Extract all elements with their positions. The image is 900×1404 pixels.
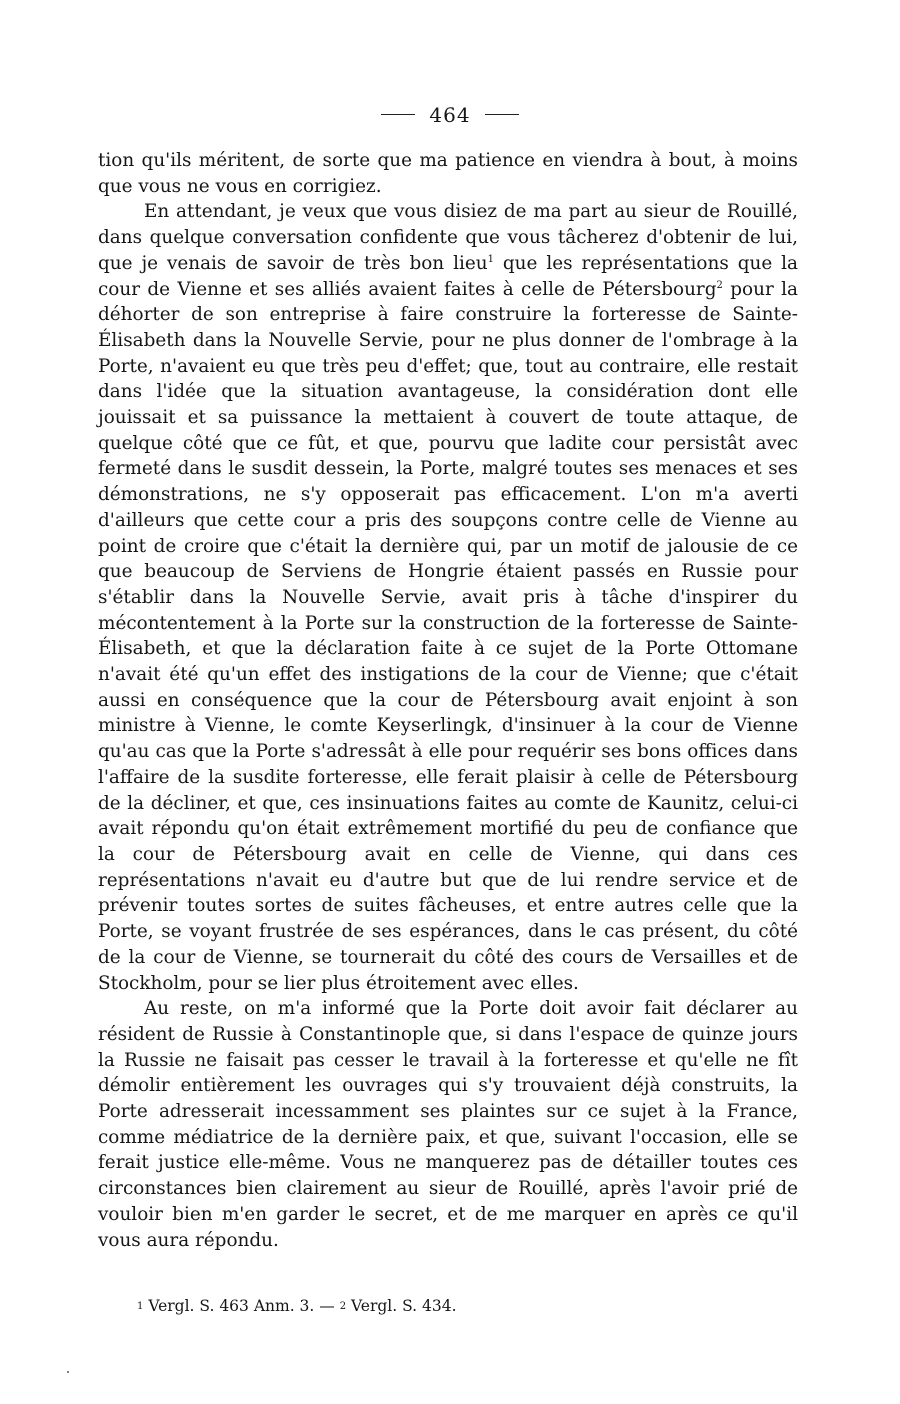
left-dash-ornament xyxy=(381,114,415,115)
paragraph-continuation xyxy=(98,148,798,199)
footnotes xyxy=(137,1295,797,1318)
right-dash-ornament xyxy=(485,114,519,115)
paragraph xyxy=(98,199,798,996)
paragraph-text: Au reste, on m'a informé que la Porte doit avoir fait déclarer au résident de Russie à Constantinople que, si dans l'espace de quinze jours la Russie ne faisait pas cesser le travail à la forteresse et qu'elle ne fît démolir entièrement les ouvrages qui s'y trouvaient déjà construits, la Porte adresserait incessamment ses plaintes sur ce sujet à la France, comme médiatrice de la dernière paix, et que, suivant l'occasion, elle se ferait justice elle-même. Vous ne manquerez pas de détailler toutes ces circonstances bien clairement au sieur de Rouillé, après l'avoir prié de vouloir bien m'en garder le secret, et de me marquer en après ce qu'il vous aura répondu. xyxy=(98,998,798,1251)
footnote-ref-1: 1 xyxy=(487,253,494,265)
footnote-mark: 2 xyxy=(339,1301,347,1312)
footnote-mark: 1 xyxy=(137,1301,144,1312)
body-text xyxy=(98,148,798,1253)
scan-speck xyxy=(67,1371,69,1373)
footnote-ref-2: 2 xyxy=(716,279,723,291)
paragraph-text: tion qu'ils méritent, de sorte que ma patience en viendra à bout, à moins que vous ne vous en corrigiez. xyxy=(98,150,798,197)
paragraph-text: En attendant, je veux que vous disiez de ma part au sieur de Rouillé, dans quelque conversation confidente que vous tâcherez d'obtenir de lui, que je venais de savoir de très bon lieu xyxy=(98,201,798,274)
paragraph xyxy=(98,996,798,1253)
footnote-text: Vergl. S. 463 Anm. 3. xyxy=(148,1297,315,1315)
page-number: 464 xyxy=(429,103,471,127)
page-number-header xyxy=(0,102,900,128)
paragraph-text: pour la déhorter de son entreprise à faire construire la forteresse de Sainte-Élisabeth dans la Nouvelle Servie, pour ne plus donner de l'ombrage à la Porte, n'avaient eu que très peu d'effet; que, tout au contraire, elle restait dans l'idée que la situation avantageuse, la considération dont elle jouissait et sa puissance la mettaient à couvert de toute attaque, de quelque côté que ce fût, et que, pourvu que ladite cour persistât avec fermeté dans le susdit dessein, la Porte, malgré toutes ses menaces et ses démonstrations, ne s'y opposerait pas efficacement. L'on m'a averti d'ailleurs que cette cour a pris des soupçons contre celle de Vienne au point de croire que c'était la dernière qui, par un motif de jalousie de ce que beaucoup de Serviens de Hongrie étaient passés en Russie pour s'établir dans la Nouvelle Servie, avait pris à tâche d'inspirer du mécontentement à la Porte sur la construction de la forteresse de Sainte-Élisabeth, et que la déclaration faite à ce sujet de la Porte Ottomane n'avait été qu'un effet des instigations de la cour de Vienne; que c'était aussi en conséquence que la cour de Pétersbourg avait enjoint à son ministre à Vienne, le comte Keyserlingk, d'insinuer à la cour de Vienne qu'au cas que la Porte s'adressât à elle pour requérir ses bons offices dans l'affaire de la susdite forteresse, elle ferait plaisir à celle de Pétersbourg de la décliner, et que, ces insinuations faites au comte de Kaunitz, celui-ci avait répondu qu'on était extrêmement mortifié du peu de confiance que la cour de Pétersbourg avait en celle de Vienne, qui dans ces représentations n'avait eu d'autre but que de lui rendre service et de prévenir toutes sortes de suites fâcheuses, et entre autres celle que la Porte, se voyant frustrée de ses espérances, dans le cas présent, du côté de la cour de Vienne, se tournerait du côté des cours de Versailles et de Stockholm, pour se lier plus étroitement avec elles. xyxy=(98,278,798,994)
paragraph-text: que les représentations que la cour de Vienne et ses alliés avaient faites à celle de Pétersbourg xyxy=(98,252,798,300)
footnote-text: Vergl. S. 434. xyxy=(351,1297,457,1315)
footnote-separator: — xyxy=(314,1297,340,1315)
